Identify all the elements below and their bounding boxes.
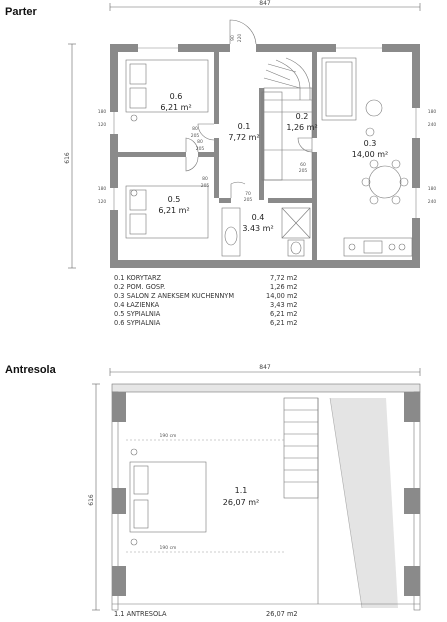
room-0-6-id: 0.6 <box>169 92 183 101</box>
legend-item-name: 0.4 ŁAZIENKA <box>114 301 160 309</box>
legend-item-value: 26,07 m2 <box>266 610 298 618</box>
antresola-width-dimension <box>110 364 420 376</box>
svg-text:180: 180 <box>97 110 107 115</box>
legend-item-name: 1.1 ANTRESOLA <box>114 610 167 618</box>
svg-text:80: 80 <box>197 140 203 145</box>
svg-text:240: 240 <box>427 200 437 205</box>
svg-text:240: 240 <box>427 123 437 128</box>
legend-item-value: 6,21 m2 <box>270 319 298 327</box>
utility-shelving <box>262 92 282 180</box>
living-room-furniture <box>322 58 408 204</box>
antresola-height-dimension <box>88 384 100 610</box>
kitchenette <box>344 238 412 256</box>
svg-text:180: 180 <box>427 110 437 115</box>
nightstand <box>131 190 137 196</box>
svg-text:205: 205 <box>195 147 205 152</box>
parter-legend <box>114 274 298 327</box>
svg-text:180: 180 <box>97 187 107 192</box>
svg-text:220: 220 <box>238 33 243 43</box>
room-1-1-id: 1.1 <box>234 486 248 495</box>
parter-windows <box>109 43 421 218</box>
legend-item-value: 14,00 m2 <box>266 292 298 300</box>
height-lines <box>126 433 284 552</box>
room-0-1-id: 0.1 <box>237 122 251 131</box>
svg-text:90: 90 <box>231 35 236 41</box>
legend-item-name: 0.1 KORYTARZ <box>114 274 162 282</box>
nightstand <box>131 449 137 455</box>
room-0-1-area: 7,72 m² <box>228 133 260 142</box>
parter-height-label: 616 <box>64 152 71 164</box>
room-0-5-id: 0.5 <box>167 195 181 204</box>
roof-slope-hatch <box>330 398 398 608</box>
antresola-stairs <box>284 398 318 604</box>
parter-plan <box>64 0 436 327</box>
room-0-6-area: 6,21 m² <box>160 103 192 112</box>
antresola-legend <box>114 610 298 618</box>
room-0-4-area: 3.43 m² <box>242 224 274 233</box>
svg-text:80: 80 <box>202 177 208 182</box>
parter-width-label: 847 <box>259 0 271 7</box>
height-label-top: 190 cm <box>159 434 177 439</box>
legend-item-value: 1,26 m2 <box>270 283 298 291</box>
legend-item-value: 7,72 m2 <box>270 274 298 282</box>
legend-item-value: 6,21 m2 <box>270 310 298 318</box>
antresola-plan <box>88 364 420 618</box>
svg-text:120: 120 <box>97 123 107 128</box>
antresola-height-label: 616 <box>88 494 95 506</box>
svg-text:80: 80 <box>192 127 198 132</box>
svg-text:205: 205 <box>200 184 210 189</box>
legend-item-value: 3,43 m2 <box>270 301 298 309</box>
height-label-bottom: 190 cm <box>159 546 177 551</box>
room-0-2-id: 0.2 <box>295 112 309 121</box>
room-0-4-id: 0.4 <box>251 213 265 222</box>
svg-text:205: 205 <box>190 134 200 139</box>
room-1-1-area: 26,07 m² <box>222 498 260 507</box>
parter-title: Parter <box>5 6 37 18</box>
parter-room-labels <box>158 92 388 233</box>
room-0-2-area: 1,26 m² <box>286 123 318 132</box>
antresola-bed <box>130 462 206 532</box>
svg-text:120: 120 <box>97 200 107 205</box>
parter-partitions <box>118 52 317 260</box>
antresola-width-label: 847 <box>259 364 271 371</box>
room-0-3-id: 0.3 <box>363 139 377 148</box>
room-0-3-area: 14,00 m² <box>351 150 389 159</box>
svg-text:60: 60 <box>300 163 306 168</box>
svg-text:205: 205 <box>243 198 253 203</box>
legend-item-name: 0.3 SALON Z ANEKSEM KUCHENNYM <box>114 292 235 300</box>
svg-text:205: 205 <box>298 169 308 174</box>
svg-text:70: 70 <box>245 192 251 197</box>
parter-height-dimension <box>64 44 76 268</box>
antresola-title: Antresola <box>5 364 56 376</box>
parter-window-labels <box>98 34 437 205</box>
nightstand <box>131 115 137 121</box>
legend-item-name: 0.5 SYPIALNIA <box>114 310 161 318</box>
parter-width-dimension <box>110 0 420 11</box>
legend-item-name: 0.2 POM. GOSP. <box>114 283 166 291</box>
svg-text:180: 180 <box>427 187 437 192</box>
legend-item-name: 0.6 SYPIALNIA <box>114 319 161 327</box>
nightstand <box>131 539 137 545</box>
room-0-5-area: 6,21 m² <box>158 206 190 215</box>
